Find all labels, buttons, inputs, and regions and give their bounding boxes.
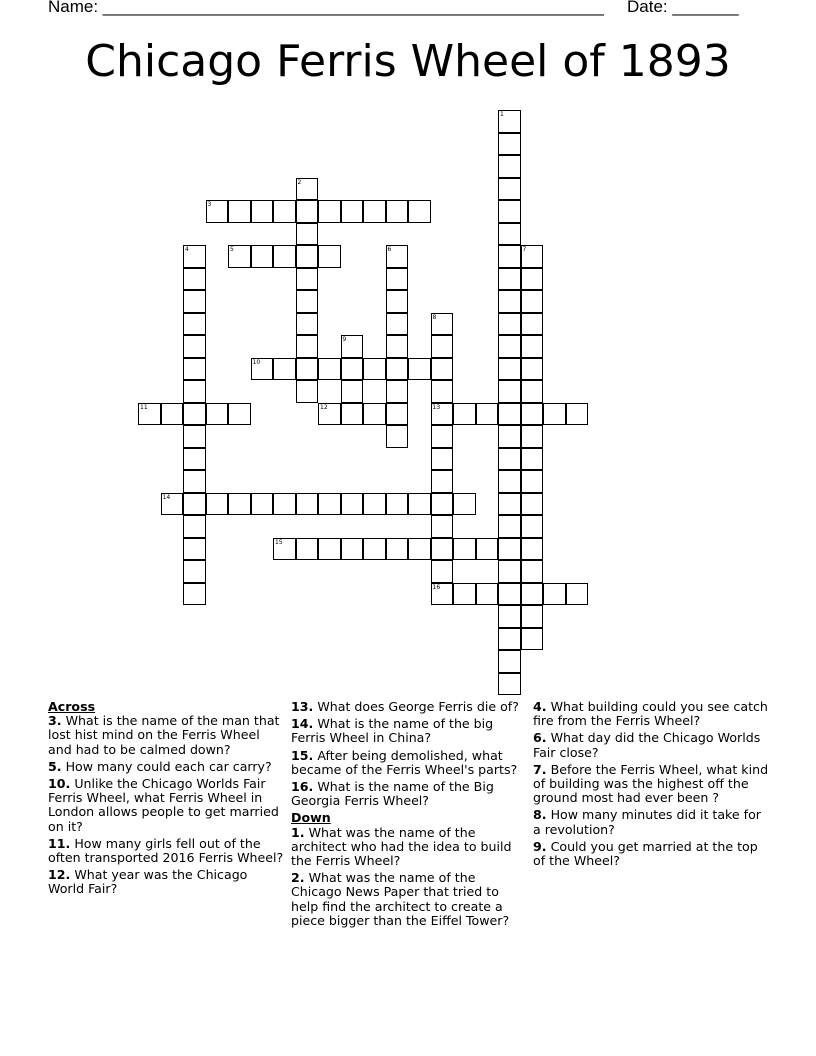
crossword-cell[interactable] (498, 380, 521, 403)
crossword-cell[interactable] (183, 290, 206, 313)
crossword-cell[interactable] (521, 583, 544, 606)
crossword-cell[interactable] (296, 335, 319, 358)
crossword-cell[interactable] (498, 110, 521, 133)
clue-across-16 (291, 780, 527, 808)
clues-column-2 (291, 700, 527, 931)
crossword-cell[interactable] (341, 358, 364, 381)
clue-text: What was the name of the architect who had the idea to build the Ferris Wheel? (291, 824, 512, 869)
crossword-cell[interactable] (296, 358, 319, 381)
name-field-label: Name: _____________________________________________________ (48, 0, 604, 16)
crossword-cell[interactable] (498, 493, 521, 516)
crossword-cell[interactable] (273, 493, 296, 516)
crossword-cell[interactable] (453, 403, 476, 426)
across-heading: Across (48, 699, 96, 714)
crossword-cell[interactable] (521, 538, 544, 561)
clue-down-2 (291, 871, 527, 928)
crossword-cell[interactable] (431, 448, 454, 471)
cell-number: 15 (275, 538, 283, 546)
clue-across-3 (48, 714, 284, 757)
cell-number: 4 (185, 246, 189, 253)
crossword-cell[interactable] (341, 380, 364, 403)
crossword-cell[interactable] (296, 290, 319, 313)
crossword-cell[interactable] (296, 493, 319, 516)
crossword-cell[interactable] (318, 538, 341, 561)
cell-number: 6 (387, 246, 392, 253)
clue-number: 12. (48, 867, 71, 883)
crossword-cell[interactable] (521, 560, 544, 583)
crossword-cell[interactable] (498, 133, 521, 156)
cell-number: 7 (522, 246, 527, 253)
clue-down-9 (533, 840, 769, 868)
crossword-cell[interactable] (183, 380, 206, 403)
clue-text: How many could each car carry? (65, 758, 272, 774)
crossword-cell[interactable] (363, 538, 386, 561)
crossword-cell[interactable] (183, 470, 206, 493)
crossword-cell[interactable] (228, 493, 251, 516)
crossword-cell[interactable] (498, 268, 521, 291)
clue-number: 1. (291, 824, 305, 840)
clues-column-3 (533, 700, 769, 871)
crossword-cell[interactable] (386, 335, 409, 358)
clue-text: What does George Ferris die of? (317, 699, 519, 714)
crossword-cell[interactable] (161, 403, 184, 426)
crossword-cell[interactable] (498, 673, 521, 696)
cell-number: 3 (207, 201, 212, 208)
cell-number: 8 (432, 313, 437, 321)
crossword-cell[interactable] (183, 425, 206, 448)
crossword-cell[interactable] (521, 335, 544, 358)
crossword-cell[interactable] (521, 470, 544, 493)
crossword-cell[interactable] (431, 583, 454, 606)
crossword-cell[interactable] (183, 515, 206, 538)
crossword-cell[interactable] (206, 200, 229, 223)
crossword-cell[interactable] (386, 425, 409, 448)
cell-number: 9 (342, 336, 347, 343)
crossword-cell[interactable] (296, 380, 319, 403)
crossword-cell[interactable] (498, 403, 521, 426)
cell-number: 2 (297, 178, 302, 186)
crossword-cell[interactable] (206, 403, 229, 426)
crossword-cell[interactable] (386, 403, 409, 426)
crossword-cell[interactable] (296, 268, 319, 291)
crossword-cell[interactable] (296, 223, 319, 246)
crossword-cell[interactable] (498, 358, 521, 381)
crossword-cell[interactable] (521, 290, 544, 313)
clue-number: 7. (533, 761, 547, 777)
crossword-cell[interactable] (521, 425, 544, 448)
crossword-cell[interactable] (251, 245, 274, 268)
crossword-cell[interactable] (251, 493, 274, 516)
crossword-cell[interactable] (183, 358, 206, 381)
crossword-cell[interactable] (386, 493, 409, 516)
crossword-cell[interactable] (161, 493, 184, 516)
clues-column-1 (48, 700, 284, 900)
crossword-cell[interactable] (183, 245, 206, 268)
clue-number: 13. (291, 699, 314, 714)
crossword-cell[interactable] (363, 358, 386, 381)
crossword-cell[interactable] (543, 403, 566, 426)
crossword-cell[interactable] (273, 245, 296, 268)
crossword-cell[interactable] (408, 200, 431, 223)
crossword-cell[interactable] (251, 358, 274, 381)
clue-text: How many girls fell out of the often transported 2016 Ferris Wheel? (48, 835, 284, 866)
crossword-cell[interactable] (318, 200, 341, 223)
clue-text: What day did the Chicago Worlds Fair close? (533, 730, 761, 760)
clue-number: 14. (291, 716, 314, 732)
clue-across-12 (48, 868, 284, 896)
clue-across-15 (291, 749, 527, 777)
date-field-label: Date: _______ (627, 0, 739, 16)
cell-number: 11 (140, 403, 148, 411)
crossword-cell[interactable] (498, 223, 521, 246)
crossword-cell[interactable] (386, 245, 409, 268)
crossword-cell[interactable] (183, 538, 206, 561)
crossword-cell[interactable] (431, 313, 454, 336)
crossword-cell[interactable] (183, 268, 206, 291)
crossword-cell[interactable] (251, 200, 274, 223)
crossword-cell[interactable] (386, 268, 409, 291)
crossword-cell[interactable] (183, 335, 206, 358)
crossword-cell[interactable] (386, 313, 409, 336)
crossword-cell[interactable] (138, 403, 161, 426)
crossword-cell[interactable] (453, 538, 476, 561)
crossword-cell[interactable] (498, 538, 521, 561)
clue-text: How many minutes did it take for a revolution? (533, 807, 761, 837)
crossword-cell[interactable] (476, 583, 499, 606)
crossword-cell[interactable] (296, 245, 319, 268)
down-heading: Down (291, 810, 331, 826)
crossword-cell[interactable] (183, 493, 206, 516)
crossword-cell[interactable] (498, 335, 521, 358)
cell-number: 13 (432, 403, 441, 411)
cell-number: 12 (320, 403, 328, 411)
crossword-cell[interactable] (498, 583, 521, 606)
crossword-cell[interactable] (431, 358, 454, 381)
crossword-cell[interactable] (521, 268, 544, 291)
clue-text: Could you get married at the top of the Wheel? (533, 838, 758, 869)
crossword-cell[interactable] (386, 290, 409, 313)
clue-across-10 (48, 777, 284, 834)
crossword-cell[interactable] (521, 493, 544, 516)
crossword-cell[interactable] (341, 335, 364, 358)
clue-down-6 (533, 731, 769, 759)
crossword-cell[interactable] (431, 515, 454, 538)
crossword-cell[interactable] (498, 470, 521, 493)
crossword-cell[interactable] (498, 313, 521, 336)
crossword-cell[interactable] (183, 403, 206, 426)
clue-number: 4. (533, 699, 547, 714)
clue-text: After being demolished, what became of the Ferris Wheel's parts? (291, 747, 518, 777)
crossword-cell[interactable] (566, 583, 589, 606)
crossword-cell[interactable] (206, 493, 229, 516)
clue-text: What building could you see catch fire from the Ferris Wheel? (533, 699, 768, 729)
crossword-cell[interactable] (543, 583, 566, 606)
clue-number: 5. (48, 758, 62, 774)
crossword-cell[interactable] (363, 493, 386, 516)
crossword-cell[interactable] (431, 425, 454, 448)
crossword-cell[interactable] (498, 178, 521, 201)
crossword-cell[interactable] (431, 493, 454, 516)
crossword-cell[interactable] (408, 538, 431, 561)
crossword-cell[interactable] (386, 200, 409, 223)
crossword-cell[interactable] (453, 583, 476, 606)
crossword-cell[interactable] (521, 358, 544, 381)
cell-number: 16 (432, 583, 441, 591)
crossword-cell[interactable] (521, 403, 544, 426)
crossword-cell[interactable] (431, 403, 454, 426)
clue-text: What is the name of the man that lost hist mind on the Ferris Wheel and had to be calmed down? (48, 713, 280, 757)
crossword-cell[interactable] (431, 560, 454, 583)
crossword-cell[interactable] (341, 403, 364, 426)
crossword-cell[interactable] (341, 538, 364, 561)
crossword-cell[interactable] (498, 290, 521, 313)
crossword-cell[interactable] (431, 538, 454, 561)
crossword-cell[interactable] (183, 448, 206, 471)
crossword-cell[interactable] (363, 200, 386, 223)
cell-number: 5 (230, 246, 234, 253)
crossword-cell[interactable] (476, 403, 499, 426)
crossword-cell[interactable] (273, 358, 296, 381)
crossword-cell[interactable] (521, 605, 544, 628)
crossword-cell[interactable] (386, 538, 409, 561)
clue-number: 2. (291, 870, 305, 886)
clue-text: Unlike the Chicago Worlds Fair Ferris Wheel, what Ferris Wheel in London allows people to get married on it? (48, 776, 279, 834)
crossword-cell[interactable] (296, 178, 319, 201)
clue-text: What was the name of the Chicago News Paper that tried to help find the architect to create a piece bigger than the Eiffel Tower? (291, 870, 510, 928)
crossword-cell[interactable] (318, 403, 341, 426)
crossword-cell[interactable] (498, 560, 521, 583)
crossword-cell[interactable] (318, 358, 341, 381)
crossword-cell[interactable] (318, 245, 341, 268)
crossword-cell[interactable] (521, 380, 544, 403)
crossword-cell[interactable] (273, 538, 296, 561)
crossword-cell[interactable] (228, 403, 251, 426)
clue-across-11 (48, 837, 284, 865)
crossword-cell[interactable] (498, 515, 521, 538)
clue-number: 9. (533, 838, 547, 854)
crossword-cell[interactable] (566, 403, 589, 426)
crossword-cell[interactable] (521, 628, 544, 651)
clue-text: What is the name of the big Ferris Wheel in China? (291, 716, 494, 746)
crossword-cell[interactable] (431, 470, 454, 493)
cell-number: 1 (500, 111, 504, 118)
cell-number: 10 (252, 358, 261, 366)
crossword-cell[interactable] (498, 245, 521, 268)
crossword-cell[interactable] (228, 200, 251, 223)
crossword-cell[interactable] (476, 538, 499, 561)
crossword-cell[interactable] (341, 200, 364, 223)
crossword-cell[interactable] (296, 313, 319, 336)
crossword-cell[interactable] (498, 628, 521, 651)
crossword-cell[interactable] (498, 448, 521, 471)
clue-number: 6. (533, 730, 547, 746)
page-title: Chicago Ferris Wheel of 1893 (85, 36, 731, 87)
clue-number: 11. (48, 835, 71, 851)
crossword-cell[interactable] (453, 493, 476, 516)
crossword-cell[interactable] (521, 313, 544, 336)
clue-down-1 (291, 826, 527, 869)
crossword-cell[interactable] (363, 403, 386, 426)
crossword-cell[interactable] (296, 200, 319, 223)
crossword-cell[interactable] (498, 425, 521, 448)
crossword-cell[interactable] (228, 245, 251, 268)
clue-number: 10. (48, 776, 71, 792)
crossword-cell[interactable] (296, 538, 319, 561)
crossword-cell[interactable] (408, 358, 431, 381)
clue-number: 15. (291, 747, 314, 763)
crossword-cell[interactable] (498, 650, 521, 673)
crossword-cell[interactable] (183, 560, 206, 583)
crossword-cell[interactable] (386, 380, 409, 403)
crossword-cell[interactable] (183, 583, 206, 606)
crossword-cell[interactable] (341, 493, 364, 516)
crossword-cell[interactable] (183, 313, 206, 336)
cell-number: 14 (162, 493, 171, 501)
clue-across-14 (291, 717, 527, 745)
clue-number: 3. (48, 713, 62, 729)
clue-text: Before the Ferris Wheel, what kind of building was the highest off the ground most had ever been ? (533, 761, 769, 806)
clue-number: 8. (533, 807, 547, 823)
clue-across-13 (291, 700, 527, 714)
clue-text: What year was the Chicago World Fair? (48, 867, 248, 897)
crossword-cell[interactable] (318, 493, 341, 516)
crossword-cell[interactable] (498, 200, 521, 223)
crossword-cell[interactable] (521, 448, 544, 471)
crossword-cell[interactable] (521, 245, 544, 268)
clue-down-8 (533, 808, 769, 836)
crossword-cell[interactable] (386, 358, 409, 381)
crossword-cell[interactable] (431, 380, 454, 403)
clue-down-7 (533, 763, 769, 806)
clue-text: What is the name of the Big Georgia Ferris Wheel? (291, 779, 494, 809)
crossword-cell[interactable] (431, 335, 454, 358)
crossword-cell[interactable] (498, 605, 521, 628)
crossword-cell[interactable] (521, 515, 544, 538)
crossword-cell[interactable] (408, 493, 431, 516)
clue-down-4 (533, 700, 769, 728)
clue-across-5 (48, 760, 284, 774)
crossword-cell[interactable] (498, 155, 521, 178)
clue-number: 16. (291, 779, 314, 795)
crossword-cell[interactable] (273, 200, 296, 223)
